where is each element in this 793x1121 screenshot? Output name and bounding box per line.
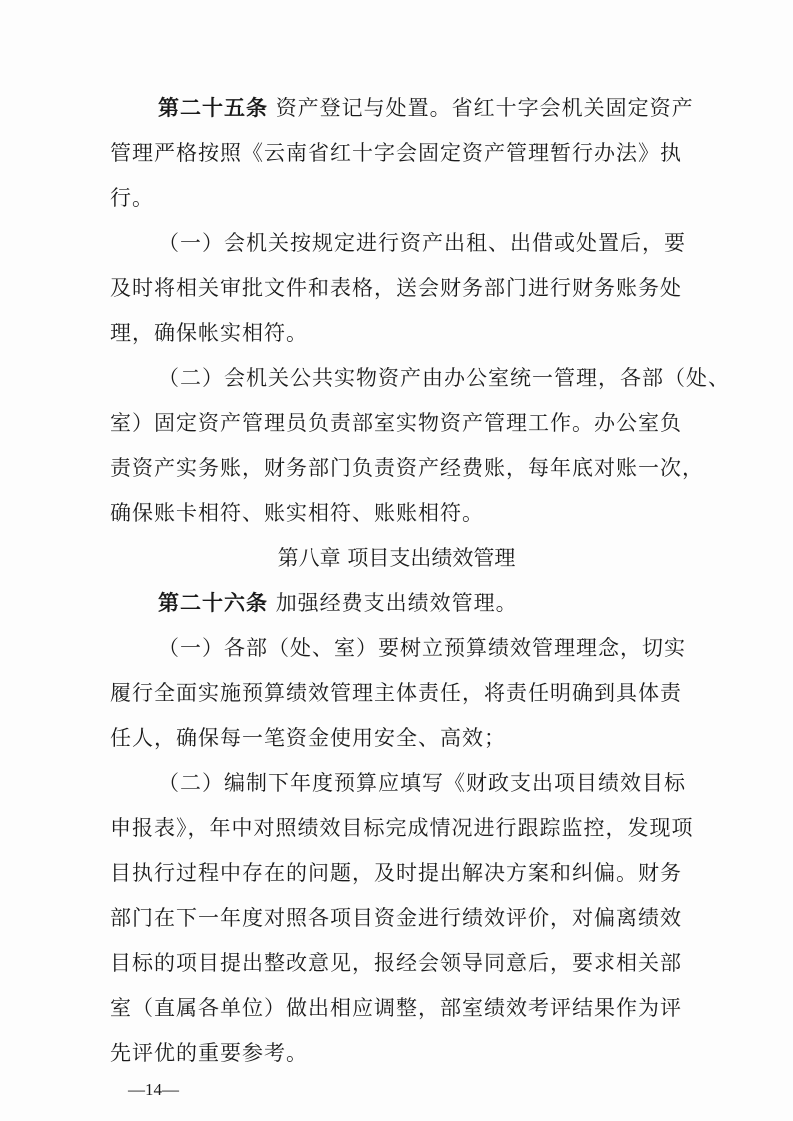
item-26-1-line-3: 任人，确保每一笔资金使用安全、高效； [110, 726, 506, 750]
page-number: —14— [128, 1080, 179, 1099]
article-25-label: 第二十五条 [158, 95, 268, 120]
item-26-1-line-2: 履行全面实施预算绩效管理主体责任，将责任明确到具体责 [110, 681, 682, 705]
item-26-2-line-1: （二）编制下年度预算应填写《财政支出项目绩效目标 [158, 771, 686, 795]
item-25-1-line-1: （一）会机关按规定进行资产出租、出借或处置后，要 [158, 231, 686, 255]
item-25-1-line-3: 理，确保帐实相符。 [110, 321, 308, 345]
article-25-line-3: 行。 [110, 186, 154, 210]
item-25-2-line-3: 责资产实务账，财务部门负责资产经费账，每年底对账一次， [110, 456, 704, 480]
item-25-2-line-2: 室）固定资产管理员负责部室实物资产管理工作。办公室负 [110, 411, 682, 435]
article-26-text: 加强经费支出绩效管理。 [275, 591, 518, 615]
chapter-8-title: 第八章 项目支出绩效管理 [277, 546, 516, 570]
article-25-text: 资产登记与处置。省红十字会机关固定资产 [275, 96, 694, 120]
item-25-1-line-2: 及时将相关审批文件和表格，送会财务部门进行财务账务处 [110, 276, 682, 300]
item-25-2-line-1: （二）会机关公共实物资产由办公室统一管理，各部（处、 [158, 366, 730, 390]
item-26-2-line-6: 室（直属各单位）做出相应调整，部室绩效考评结果作为评 [110, 996, 682, 1020]
item-26-2-line-7: 先评优的重要参考。 [110, 1041, 308, 1065]
item-26-2-line-3: 目执行过程中存在的问题，及时提出解决方案和纠偏。财务 [110, 861, 682, 885]
article-25-line-2: 管理严格按照《云南省红十字会固定资产管理暂行办法》执 [110, 141, 682, 165]
item-26-2-line-2: 申报表》，年中对照绩效目标完成情况进行跟踪监控，发现项 [110, 816, 694, 840]
item-26-1-line-1: （一）各部（处、室）要树立预算绩效管理理念，切实 [158, 636, 686, 660]
article-26-first-line [158, 591, 518, 615]
item-26-2-line-5: 目标的项目提出整改意见，报经会领导同意后，要求相关部 [110, 951, 682, 975]
item-26-2-line-4: 部门在下一年度对照各项目资金进行绩效评价，对偏离绩效 [110, 906, 682, 930]
article-25-first-line [158, 96, 694, 120]
item-25-2-line-4: 确保账卡相符、账实相符、账账相符。 [110, 501, 484, 525]
article-26-label: 第二十六条 [158, 590, 268, 615]
